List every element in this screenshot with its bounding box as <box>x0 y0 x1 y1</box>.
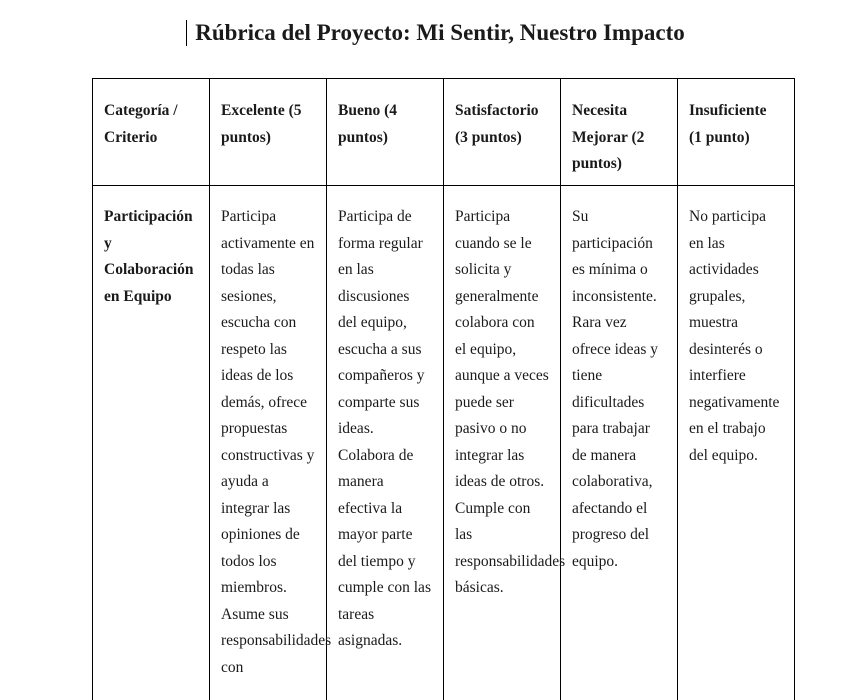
header-insuficiente: Insuficiente (1 punto) <box>678 79 795 186</box>
cell-satisfactorio: Participa cuando se le solicita y generalmente colabora con el equipo, aunque a veces puede ser pasivo o no integrar las ideas de otros. Cumple con las responsabilidades básicas. <box>444 186 561 700</box>
header-excelente: Excelente (5 puntos) <box>210 79 327 186</box>
header-satisfactorio: Satisfactorio (3 puntos) <box>444 79 561 186</box>
document-title: Rúbrica del Proyecto: Mi Sentir, Nuestro Impacto <box>195 20 685 45</box>
header-necesita-mejorar: Necesita Mejorar (2 puntos) <box>561 79 678 186</box>
table-row <box>93 186 795 700</box>
cell-excelente: Participa activamente en todas las sesiones, escucha con respeto las ideas de los demás, ofrece propuestas constructivas y ayuda a integrar las opiniones de todos los miembros. Asume sus responsabilidades con <box>210 186 327 700</box>
cell-bueno: Participa de forma regular en las discusiones del equipo, escucha a sus compañeros y comparte sus ideas. Colabora de manera efectiva la mayor parte del tiempo y cumple con las tareas asignadas. <box>327 186 444 700</box>
cell-necesita-mejorar: Su participación es mínima o inconsistente. Rara vez ofrece ideas y tiene dificultades para trabajar de manera colaborativa, afectando el progreso del equipo. <box>561 186 678 700</box>
cell-insuficiente: No participa en las actividades grupales, muestra desinterés o interfiere negativamente en el trabajo del equipo. <box>678 186 795 700</box>
table-header-row <box>93 79 795 186</box>
header-bueno: Bueno (4 puntos) <box>327 79 444 186</box>
row-criterion: Participación y Colaboración en Equipo <box>93 186 210 700</box>
rubric-table <box>92 78 795 700</box>
header-criterion: Categoría / Criterio <box>93 79 210 186</box>
